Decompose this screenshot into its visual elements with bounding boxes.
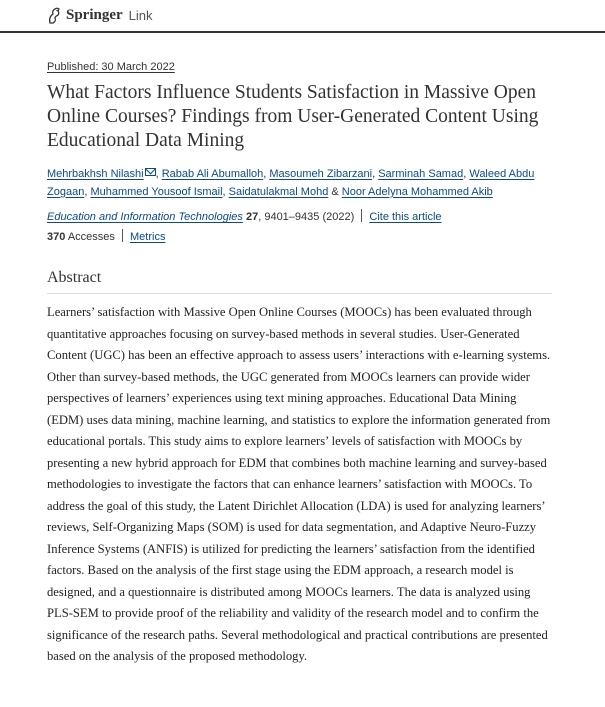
author-link[interactable]: Noor Adelyna Mohammed Akib: [341, 185, 493, 198]
author-link[interactable]: Mehrbakhsh Nilashi: [47, 168, 144, 180]
author-link[interactable]: Masoumeh Zibarzani: [269, 168, 373, 180]
email-icon[interactable]: [145, 168, 156, 176]
abstract-heading: Abstract: [47, 269, 552, 294]
metrics-link[interactable]: Metrics: [130, 231, 166, 243]
cite-this-article-link[interactable]: Cite this article: [369, 211, 442, 223]
abstract-text: Learners’ satisfaction with Massive Open Online Courses (MOOCs) has been evaluated through quantitative approaches focusing on survey-based methods in several studies. User-Generated Content (UGC) has been an effective approach to assess users’ interactions with e-learning systems. Other than survey-based methods, the UGC generated from MOOCs learners can provide wider perspectives of learners’ experiences using text mining approaches. Educational Data Mining (EDM) uses data mining, machine learning, and statistics to explore the information generated from educational portals. This study aims to explore learners’ levels of satisfaction with MOOCs by presenting a new hybrid approach for EDM that combines both machine learning and survey-based methodologies to investigate the factors that can enhance learners’ satisfaction with MOOCs. To address the goal of this study, the Latent Dirichlet Allocation (LDA) is used for analyzing learners’ reviews, Self-Organizing Maps (SOM) is used for data segmentation, and Adaptive Neuro-Fuzzy Inference Systems (ANFIS) is utilized for predicting the learners’ satisfaction from the identified factors. Based on the analysis of the first stage using the EDM approach, a research model is designed, and a questionnaire is distributed among MOOCs learners. The data is analyzed using PLS-SEM to provide proof of the reliability and validity of the research model and to confirm the significance of the research paths. Several methodological and practical contributions are presented based on the analysis of the proposed methodology.: [47, 305, 551, 663]
author-separator: ,: [372, 168, 379, 180]
author-separator: ,: [155, 168, 162, 180]
brand-name: Springer: [66, 7, 123, 23]
author-separator: ,: [84, 185, 91, 198]
author-list: [47, 166, 552, 201]
springer-link-logo[interactable]: [46, 7, 153, 25]
author-link[interactable]: Muhammed Yousoof Ismail: [90, 185, 223, 198]
divider: [361, 209, 362, 222]
author-link[interactable]: Rabab Ali Abumalloh: [161, 168, 264, 180]
article-metrics: [47, 229, 552, 245]
author-separator: ,: [222, 185, 229, 198]
journal-link[interactable]: Education and Information Technologies: [47, 211, 243, 223]
article-content: [47, 57, 552, 668]
accesses-label: Accesses: [67, 231, 115, 243]
journal-pages-year: , 9401–9435 (2022): [258, 211, 355, 223]
published-date-link[interactable]: Published: 30 March 2022: [47, 61, 175, 73]
journal-info: [47, 209, 552, 225]
site-header: [0, 0, 605, 33]
divider: [122, 229, 123, 242]
article-title: What Factors Influence Students Satisfaction in Massive Open Online Courses? Findings from User-Generated Content Using Educational Data Mining: [47, 82, 539, 151]
brand-sub: Link: [128, 8, 153, 23]
springer-horse-icon: [46, 7, 62, 25]
author-separator: &: [328, 185, 342, 198]
author-link[interactable]: Sarminah Samad: [378, 168, 464, 180]
author-separator: ,: [263, 168, 270, 180]
author-link[interactable]: Saidatulakmal Mohd: [228, 185, 329, 198]
accesses-count: 370: [47, 231, 66, 243]
journal-volume: 27: [245, 211, 259, 223]
author-separator: ,: [463, 168, 470, 180]
author-link[interactable]: Waleed Abdu Zogaan: [47, 168, 535, 198]
